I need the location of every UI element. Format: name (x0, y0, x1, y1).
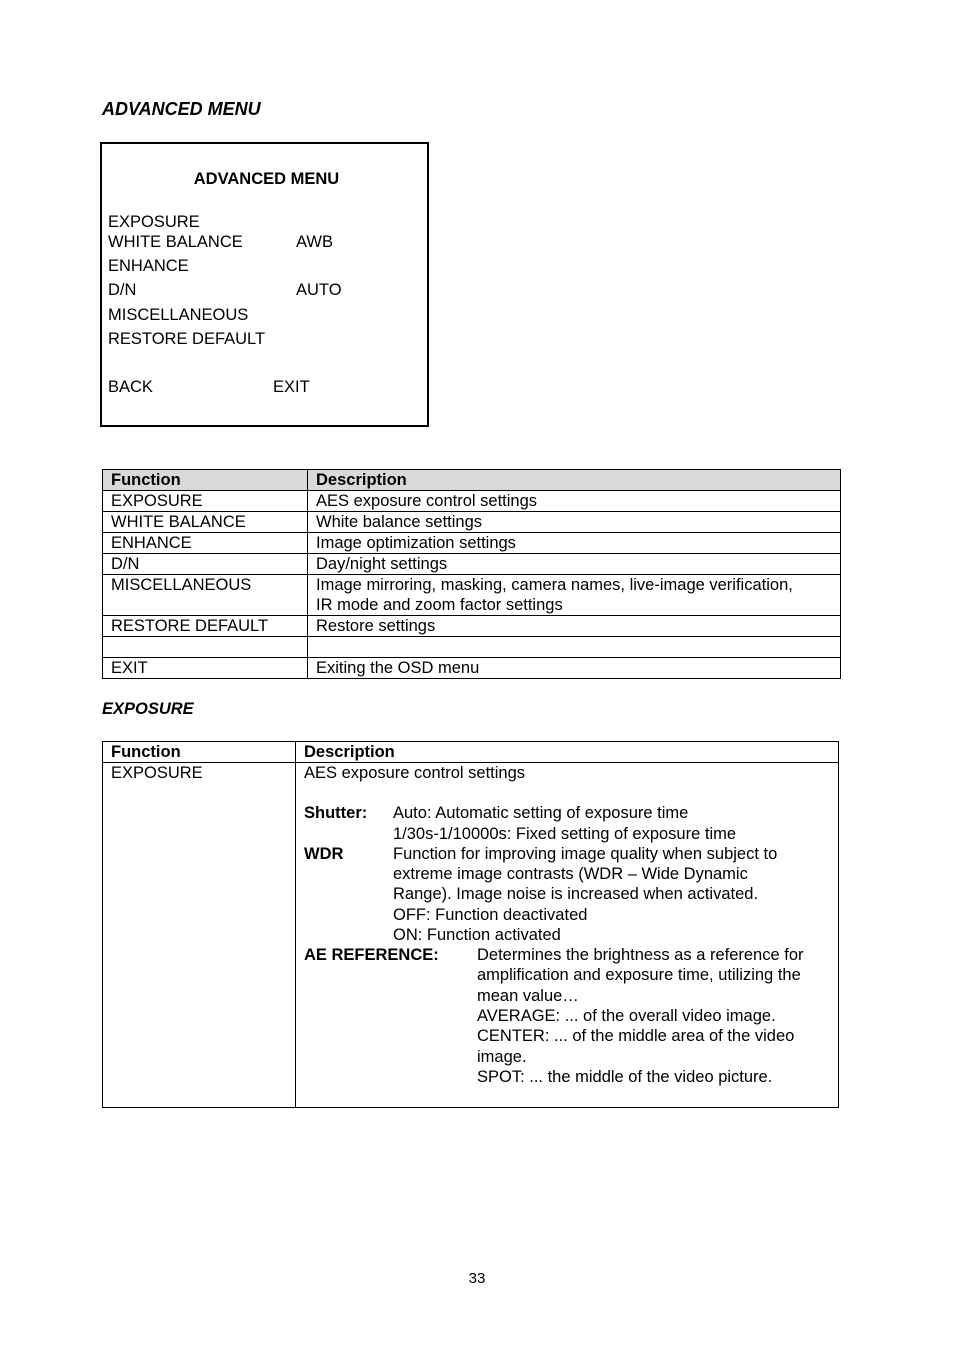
osd-value-white-balance: AWB (296, 233, 333, 251)
ae-reference-line: image. (477, 1048, 527, 1066)
wdr-line: OFF: Function deactivated (393, 906, 588, 924)
function-table (102, 469, 841, 679)
shutter-label: Shutter: (304, 804, 368, 822)
wdr-line: ON: Function activated (393, 926, 561, 944)
table-row (103, 491, 841, 512)
description-cell: White balance settings (308, 512, 841, 533)
osd-back: BACK (108, 378, 153, 396)
header-function: Function (103, 470, 308, 491)
osd-item-exposure: EXPOSURE (108, 213, 200, 231)
table-row (103, 575, 841, 616)
header-description: Description (296, 742, 839, 763)
function-cell: MISCELLANEOUS (103, 575, 308, 616)
page-number: 33 (468, 1270, 486, 1287)
description-cell: Exiting the OSD menu (308, 658, 841, 679)
function-cell: WHITE BALANCE (103, 512, 308, 533)
table-row (103, 763, 839, 1108)
description-cell: AES exposure control settings (308, 491, 841, 512)
ae-reference-line: AVERAGE: ... of the overall video image. (477, 1007, 776, 1025)
exposure-table (102, 741, 839, 1108)
function-cell: EXPOSURE (103, 763, 296, 1108)
table-row (103, 616, 841, 637)
osd-item-white-balance: WHITE BALANCE (108, 233, 243, 251)
description-cell (296, 763, 839, 1108)
table-row (103, 554, 841, 575)
description-line: IR mode and zoom factor settings (316, 596, 563, 614)
ae-reference-line: SPOT: ... the middle of the video picture. (477, 1068, 773, 1086)
table-row-empty (103, 637, 841, 658)
ae-reference-label: AE REFERENCE: (304, 946, 439, 964)
table-row (103, 658, 841, 679)
description-line: Image mirroring, masking, camera names, live-image verification, (316, 576, 793, 594)
osd-item-restore-default: RESTORE DEFAULT (108, 330, 266, 348)
function-cell: EXPOSURE (103, 491, 308, 512)
shutter-line: 1/30s-1/10000s: Fixed setting of exposure time (393, 825, 737, 843)
wdr-label: WDR (304, 845, 344, 863)
osd-menu-box (100, 142, 429, 427)
function-cell: EXIT (103, 658, 308, 679)
description-cell (308, 575, 841, 616)
osd-title: ADVANCED MENU (193, 170, 340, 188)
function-cell (103, 637, 308, 658)
description-cell (308, 637, 841, 658)
exposure-title: EXPOSURE (102, 700, 194, 718)
wdr-line: Function for improving image quality when subject to (393, 845, 778, 863)
osd-item-enhance: ENHANCE (108, 257, 189, 275)
ae-reference-line: mean value… (477, 987, 579, 1005)
table-header-row (103, 470, 841, 491)
osd-item-miscellaneous: MISCELLANEOUS (108, 306, 249, 324)
description-cell: Day/night settings (308, 554, 841, 575)
table-row (103, 533, 841, 554)
section-title: ADVANCED MENU (102, 99, 261, 119)
table-header-row (103, 742, 839, 763)
ae-reference-line: Determines the brightness as a reference for (477, 946, 804, 964)
osd-exit: EXIT (273, 378, 310, 396)
ae-reference-line: amplification and exposure time, utilizing the (477, 966, 801, 984)
function-cell: RESTORE DEFAULT (103, 616, 308, 637)
osd-item-dn: D/N (108, 281, 137, 299)
function-cell: ENHANCE (103, 533, 308, 554)
osd-value-dn: AUTO (296, 281, 342, 299)
function-cell: D/N (103, 554, 308, 575)
ae-reference-line: CENTER: ... of the middle area of the video (477, 1027, 795, 1045)
wdr-line: extreme image contrasts (WDR – Wide Dynamic (393, 865, 748, 883)
description-cell: Image optimization settings (308, 533, 841, 554)
table-row (103, 512, 841, 533)
shutter-line: Auto: Automatic setting of exposure time (393, 804, 689, 822)
exposure-intro: AES exposure control settings (304, 764, 526, 782)
wdr-line: Range). Image noise is increased when activated. (393, 885, 759, 903)
header-function: Function (103, 742, 296, 763)
header-description: Description (308, 470, 841, 491)
description-cell: Restore settings (308, 616, 841, 637)
